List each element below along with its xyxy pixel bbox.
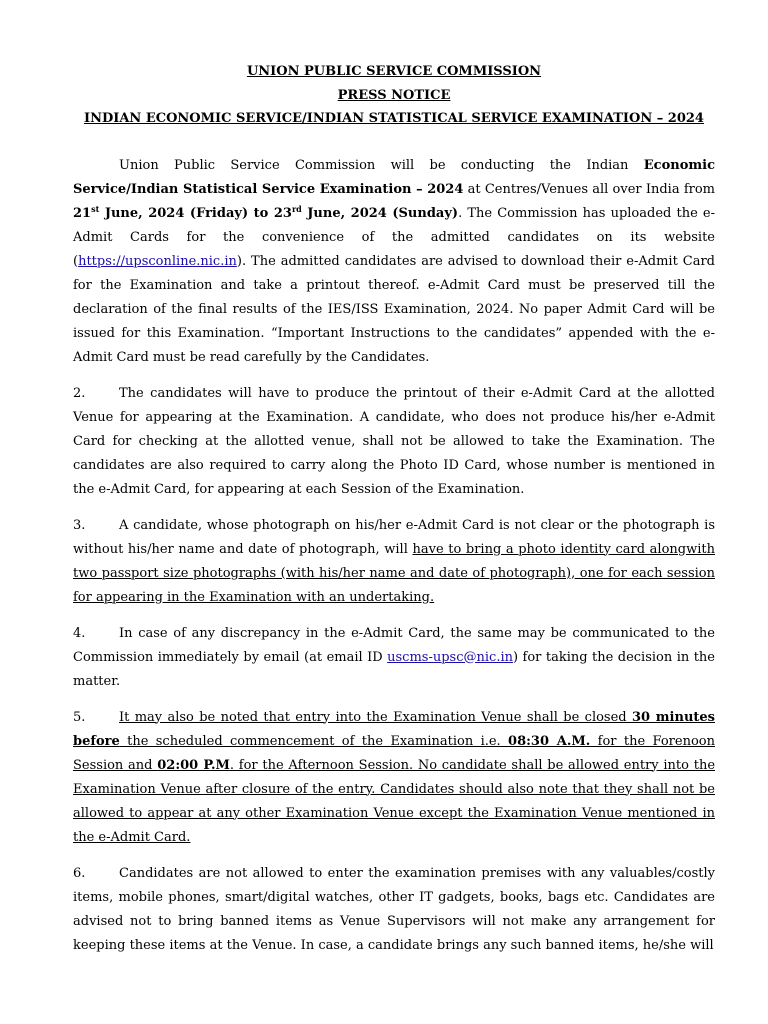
p6-text: Candidates are not allowed to enter the examination premises with any valuables/costly items, mobile phones, smart/digital watches, other IT gadgets, books, bags etc. Candidates are advised not to bring banned items as Venue Supervisors will not make any arrangement for keeping these items at the Venue. In case, a candidate brings any such banned items, he/she will [73,865,715,953]
paragraph-6 [73,862,715,958]
upsconline-link[interactable]: https://upsconline.nic.in [78,253,237,269]
p1-text-4: ). The admitted candidates are advised to download their e-Admit Card for the Examination and take a printout thereof. e-Admit Card must be preserved till the declaration of the final results of the IES/ISS Examination, 2024. No paper Admit Card will be issued for this Examination. “Important Instructions to the candidates” appended with the e-Admit Card must be read carefully by the Candidates. [73,253,715,365]
exam-title: INDIAN ECONOMIC SERVICE/INDIAN STATISTICAL SERVICE EXAMINATION – 2024 [84,111,704,126]
p5-text-1: It may also be noted that entry into the Examination Venue shall be closed [119,709,632,725]
p3-underlined-text: have to bring a photo identity card alongwith two passport size photographs (with his/her name and date of photograph), one for each session for appearing in the Examination with an undertaking. [73,541,715,605]
paragraph-4 [73,622,715,694]
paragraph-number: 6. [73,865,86,881]
p1-date-mid: June, 2024 (Friday) to 23 [99,205,292,221]
p1-text-2: at Centres/Venues all over India from [463,181,716,197]
p1-text-1: Union Public Service Commission will be conducting the Indian [119,157,644,173]
notice-header [73,60,715,131]
p5-text-3: for the Forenoon Session and [73,733,715,773]
p1-exam-name: Economic Service/Indian Statistical Service Examination – 2024 [73,157,715,197]
paragraph-1 [73,154,715,370]
p5-forenoon-time: 08:30 A.M. [508,733,591,749]
p5-afternoon-time: 02:00 P.M [157,757,230,773]
commission-title: UNION PUBLIC SERVICE COMMISSION [246,64,542,79]
email-link[interactable]: uscms-upsc@nic.in [387,649,513,665]
paragraph-number: 5. [73,709,86,725]
p4-text-1: In case of any discrepancy in the e-Admit Card, the same may be communicated to the Commission immediately by email (at email ID [73,625,715,665]
notice-title: PRESS NOTICE [337,87,451,103]
p1-date-end: June, 2024 (Sunday) [301,205,459,221]
p5-text-2: the scheduled commencement of the Examination i.e. [119,733,509,749]
p5-underlined-body [73,710,715,845]
paragraph-number: 4. [73,625,86,641]
paragraph-number: 2. [73,385,86,401]
paragraph-number: 3. [73,517,86,533]
paragraph-2 [73,382,715,502]
p1-date-range [73,203,459,221]
p1-text-3: . The Commission has uploaded the e-Admit Cards for the convenience of the admitted candidates on its website ( [73,205,716,269]
p1-date-start-suffix: st [91,203,100,214]
p4-text-2: ) for taking the decision in the matter. [73,649,715,689]
p1-date-start: 21 [73,205,92,221]
paragraph-5 [73,706,715,850]
p1-date-end-suffix: rd [291,203,302,214]
p5-text-4: . for the Afternoon Session. No candidate shall be allowed entry into the Examination Venue after closure of the entry. Candidates should also note that they shall not be allowed to appear at any other Examination Venue except the Examination Venue mentioned in the e-Admit Card. [73,757,716,845]
p5-closing-time: 30 minutes before [73,709,715,749]
p3-text-1: A candidate, whose photograph on his/her e-Admit Card is not clear or the photograph is without his/her name and date of photograph, will [73,517,715,557]
paragraph-3 [73,514,715,610]
p2-text: The candidates will have to produce the printout of their e-Admit Card at the allotted Venue for appearing at the Examination. A candidate, who does not produce his/her e-Admit Card for checking at the allotted venue, shall not be allowed to take the Examination. The candidates are also required to carry along the Photo ID Card, whose number is mentioned in the e-Admit Card, for appearing at each Session of the Examination. [73,385,715,497]
